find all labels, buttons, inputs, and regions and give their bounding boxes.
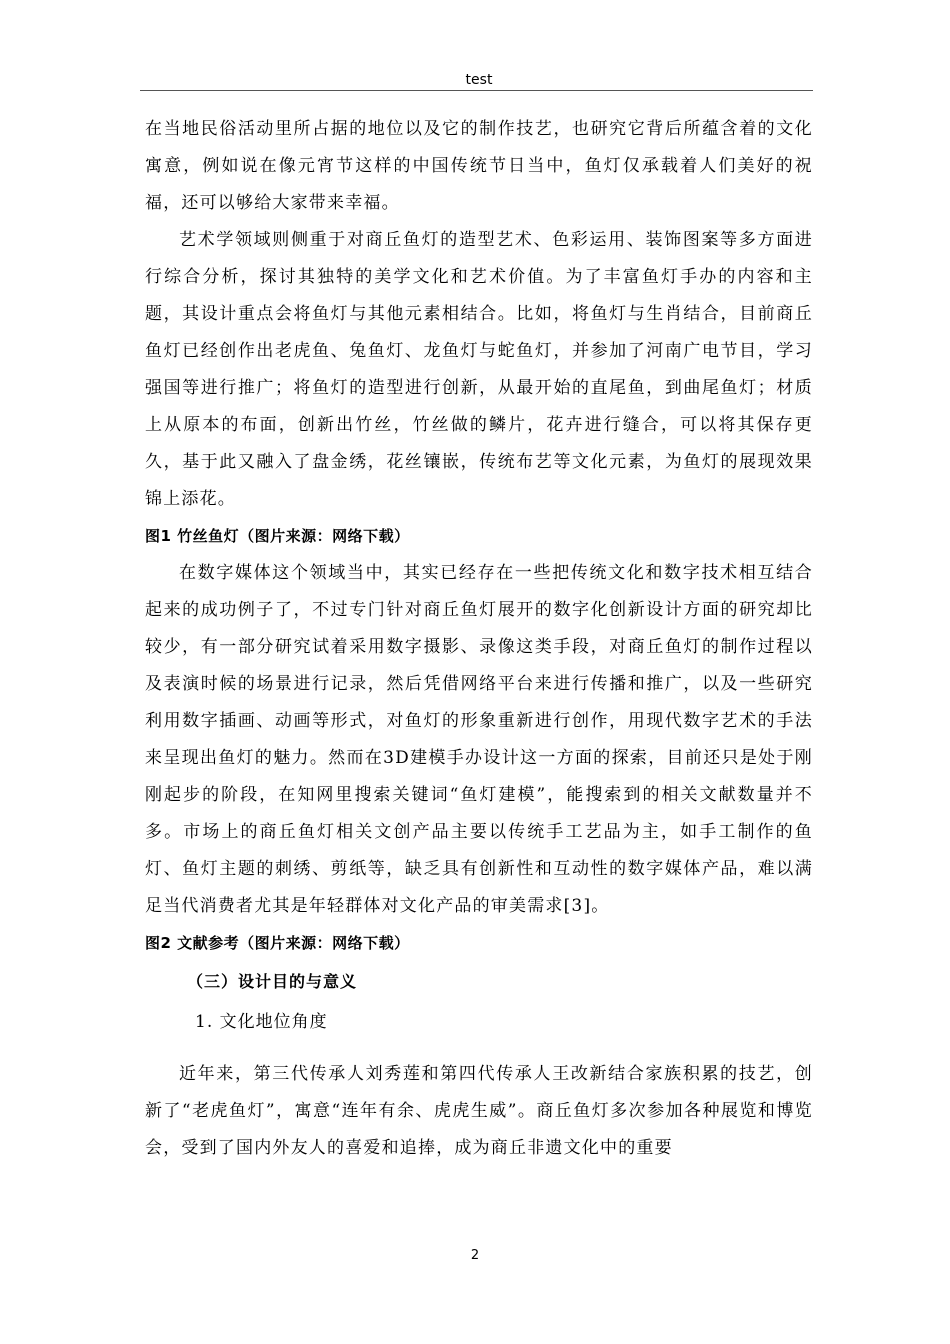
header-divider — [140, 90, 813, 91]
paragraph-4: 近年来，第三代传承人刘秀莲和第四代传承人王改新结合家族积累的技艺，创新了“老虎鱼灯”，寓意“连年有余、虎虎生威”。商丘鱼灯多次参加各种展览和博览会，受到了国内外友人的喜爱和追捧，成为商丘非遗文化中的重要 — [145, 1064, 813, 1158]
paragraph-1: 在当地民俗活动里所占据的地位以及它的制作技艺，也研究它背后所蕴含着的文化寓意，例如说在像元宵节这样的中国传统节日当中，鱼灯仅承载着人们美好的祝福，还可以够给大家带来幸福。 — [145, 119, 813, 213]
paragraph-3: 在数字媒体这个领域当中，其实已经存在一些把传统文化和数字技术相互结合起来的成功例子了，不过专门针对商丘鱼灯展开的数字化创新设计方面的研究却比较少，有一部分研究试着采用数字摄影、录像这类手段，对商丘鱼灯的制作过程以及表演时候的场景进行记录，然后凭借网络平台来进行传播和推广，以及一些研究利用数字插画、动画等形式，对鱼灯的形象重新进行创作，用现代数字艺术的手法来呈现出鱼灯的魅力。然而在3D建模手办设计这一方面的探索，目前还只是处于刚刚起步的阶段，在知网里搜索关键词“鱼灯建模”，能搜索到的相关文献数量并不多。市场上的商丘鱼灯相关文创产品主要以传统手工艺品为主，如手工制作的鱼灯、鱼灯主题的刺绣、剪纸等，缺乏具有创新性和互动性的数字媒体产品，难以满足当代消费者尤其是年轻群体对文化产品的审美需求[3]。 — [145, 563, 813, 916]
paragraph-2: 艺术学领域则侧重于对商丘鱼灯的造型艺术、色彩运用、装饰图案等多方面进行综合分析，探讨其独特的美学文化和艺术价值。为了丰富鱼灯手办的内容和主题，其设计重点会将鱼灯与其他元素相结合。比如，将鱼灯与生肖结合，目前商丘鱼灯已经创作出老虎鱼、兔鱼灯、龙鱼灯与蛇鱼灯，并参加了河南广电节目，学习强国等进行推广；将鱼灯的造型进行创新，从最开始的直尾鱼，到曲尾鱼灯；材质上从原本的布面，创新出竹丝，竹丝做的鳞片，花卉进行缝合，可以将其保存更久，基于此又融入了盘金绣，花丝镶嵌，传统布艺等文化元素，为鱼灯的展现效果锦上添花。 — [145, 230, 813, 509]
figure-1-caption: 图1 竹丝鱼灯（图片来源：网络下载） — [145, 527, 410, 545]
page-number: 2 — [470, 1248, 480, 1263]
page-header: test — [465, 72, 493, 88]
figure-2-caption: 图2 文献参考（图片来源：网络下载） — [145, 934, 410, 952]
body-text — [145, 111, 813, 1167]
section-heading: （三）设计目的与意义 — [187, 972, 358, 991]
sub-heading: 1. 文化地位角度 — [195, 1012, 328, 1032]
